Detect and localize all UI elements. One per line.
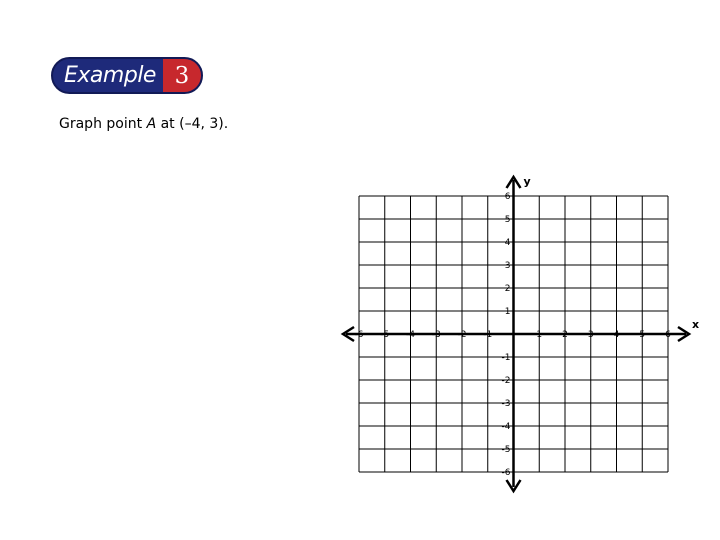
x-tick-label: 4 (613, 330, 620, 340)
x-tick-label: 5 (639, 330, 646, 340)
y-axis-label: y (523, 175, 531, 188)
y-tick-label: 2 (504, 284, 511, 294)
y-tick-label: 6 (504, 192, 511, 202)
x-tick-label: -3 (431, 330, 441, 340)
point-name: A (146, 116, 157, 132)
y-tick-label: -4 (501, 422, 511, 432)
x-tick-label: -2 (457, 330, 467, 340)
x-tick-label: -6 (354, 330, 364, 340)
problem-text-before: Graph point (59, 116, 147, 132)
x-tick-label: 1 (536, 330, 543, 340)
y-tick-label: 3 (504, 261, 511, 271)
x-tick-label: -5 (380, 330, 390, 340)
x-tick-label: -1 (483, 330, 493, 340)
y-tick-label: 5 (504, 215, 511, 225)
x-axis-label: x (692, 318, 700, 331)
y-tick-label: -6 (501, 468, 511, 478)
y-tick-label: -2 (501, 376, 511, 386)
y-tick-label: -5 (501, 445, 511, 455)
x-tick-label: 3 (587, 330, 594, 340)
y-tick-label: 1 (504, 307, 511, 317)
problem-text-after: at (–4, 3). (156, 116, 229, 132)
tick-labels (355, 175, 700, 478)
example-badge-number: 3 (163, 59, 201, 92)
axes (343, 177, 689, 491)
x-tick-label: -4 (406, 330, 415, 340)
y-tick-label: -1 (501, 353, 511, 363)
y-tick-label: -3 (501, 399, 511, 409)
x-tick-label: 2 (562, 330, 568, 340)
example-badge-label: Example (64, 63, 156, 88)
y-tick-label: 4 (504, 238, 511, 248)
x-tick-label: 6 (665, 330, 671, 340)
